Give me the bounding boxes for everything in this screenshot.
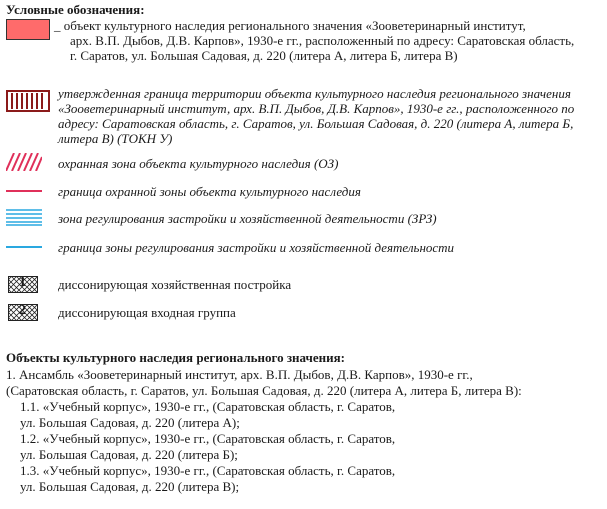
regulation-zone-hatch-swatch: [6, 208, 42, 226]
objects-line-8: ул. Большая Садовая, д. 220 (литера В);: [20, 479, 240, 494]
legend-item-1-line-3: г. Саратов, ул. Большая Садовая, д. 220 (литера А, литера Б, литера В): [70, 48, 458, 63]
legend-item-2-line-4: литера В) (ТОКН У): [58, 131, 173, 146]
objects-line-2: (Саратовская область, г. Саратов, ул. Большая Садовая, д. 220 (литера А, литера Б, литера В):: [6, 383, 522, 398]
approved-territory-boundary-swatch: [6, 90, 50, 112]
dissonant-entrance-marker: [8, 304, 38, 321]
legend-item-4: граница охранной зоны объекта культурного наследия: [58, 184, 361, 199]
objects-heading: Объекты культурного наследия регионального значения:: [6, 350, 345, 365]
objects-line-6: ул. Большая Садовая, д. 220 (литера Б);: [20, 447, 238, 462]
legend-heading: Условные обозначения:: [6, 2, 145, 17]
legend-item-8: диссонирующая входная группа: [58, 305, 236, 320]
dissonant-outbuilding-marker: [8, 276, 38, 293]
legend-item-2-line-2: «Зооветеринарный институт, арх. В.П. Дыбов, Д.В. Карпов», 1930-е гг., расположенного по: [58, 101, 575, 116]
protected-zone-hatch-swatch: [6, 153, 42, 171]
legend-item-7: диссонирующая хозяйственная постройка: [58, 277, 292, 292]
objects-line-5: 1.2. «Учебный корпус», 1930-е гг., (Саратовская область, г. Саратов,: [20, 431, 396, 446]
protected-zone-boundary-line: [6, 190, 42, 192]
dissonant-entrance-marker-number: 2: [19, 303, 26, 318]
legend-item-1-line-1: _ объект культурного наследия регионального значения «Зооветеринарный институт,: [54, 18, 526, 33]
objects-line-3: 1.1. «Учебный корпус», 1930-е гг., (Саратовская область, г. Саратов,: [20, 399, 396, 414]
legend-item-5: зона регулирования застройки и хозяйственной деятельности (ЗРЗ): [58, 211, 437, 226]
legend-item-2-line-1: утвержденная граница территории объекта культурного наследия регионального значения: [58, 86, 571, 101]
legend-item-1-line-2: арх. В.П. Дыбов, Д.В. Карпов», 1930-е гг., расположенный по адресу: Саратовская область,: [70, 33, 575, 48]
regional-heritage-object-swatch: [6, 19, 50, 40]
dissonant-outbuilding-marker-number: 1: [19, 275, 26, 290]
legend-item-6: граница зоны регулирования застройки и хозяйственной деятельности: [58, 240, 455, 255]
objects-line-1: 1. Ансамбль «Зооветеринарный институт, арх. В.П. Дыбов, Д.В. Карпов», 1930-е гг.,: [6, 367, 473, 382]
legend-item-3: охранная зона объекта культурного наследия (ОЗ): [58, 156, 339, 171]
objects-line-7: 1.3. «Учебный корпус», 1930-е гг., (Саратовская область, г. Саратов,: [20, 463, 396, 478]
objects-line-4: ул. Большая Садовая, д. 220 (литера А);: [20, 415, 240, 430]
regulation-zone-boundary-line: [6, 246, 42, 248]
legend-item-2-line-3: адресу: Саратовская область, г. Саратов, ул. Большая Садовая, д. 220 (литера А, литера Б,: [58, 116, 574, 131]
